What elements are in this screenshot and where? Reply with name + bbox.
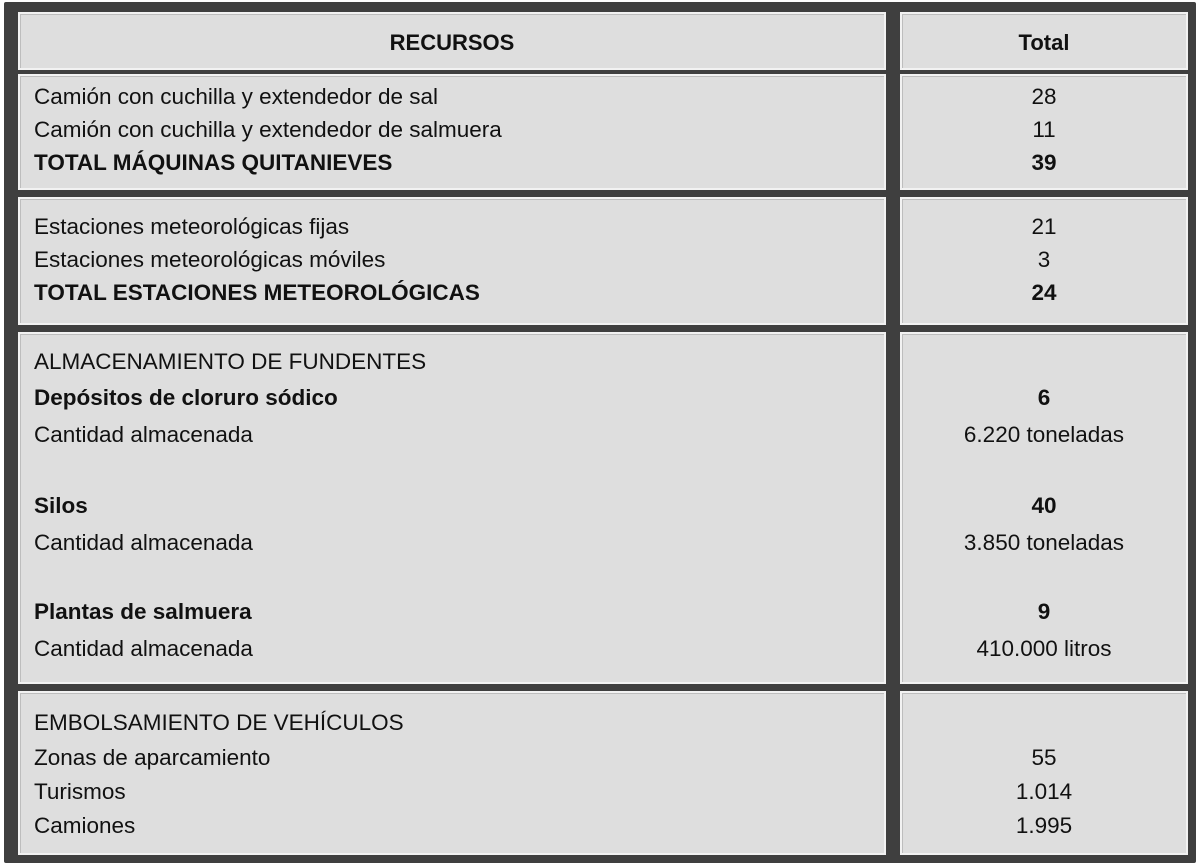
resources-table (4, 2, 1196, 863)
row-label: Camiones (34, 813, 136, 838)
section-plows-labels (18, 74, 886, 190)
row-value: 9 (1037, 599, 1051, 624)
section-stations-labels (18, 197, 886, 325)
section-title: EMBOLSAMIENTO DE VEHÍCULOS (34, 710, 404, 735)
row-value-total: 24 (1031, 280, 1057, 305)
row-label: Turismos (34, 779, 126, 804)
section-storage-labels (18, 332, 886, 684)
row-label: Estaciones meteorológicas fijas (34, 214, 350, 239)
row-label: Depósitos de cloruro sódico (34, 385, 338, 410)
row-label: Plantas de salmuera (34, 599, 252, 624)
section-vehicles-values (900, 691, 1188, 855)
row-label-total: TOTAL MÁQUINAS QUITANIEVES (34, 150, 393, 175)
row-value: 6 (1037, 385, 1051, 410)
row-value: 6.220 toneladas (963, 422, 1125, 447)
row-value: 3.850 toneladas (963, 530, 1125, 555)
section-stations-values (900, 197, 1188, 325)
row-value: 40 (1031, 493, 1057, 518)
section-storage-values (900, 332, 1188, 684)
section-vehicles-labels (18, 691, 886, 855)
row-value: 55 (1031, 745, 1057, 770)
row-label: Silos (34, 493, 88, 518)
row-label: Cantidad almacenada (34, 422, 253, 447)
row-label: Camión con cuchilla y extendedor de sal (34, 84, 438, 109)
section-plows-values (900, 74, 1188, 190)
row-value: 1.995 (1015, 813, 1073, 838)
row-label: Estaciones meteorológicas móviles (34, 247, 386, 272)
row-label: Camión con cuchilla y extendedor de salmuera (34, 117, 502, 142)
row-label: Cantidad almacenada (34, 530, 253, 555)
row-value: 1.014 (1015, 779, 1073, 804)
row-value: 28 (1031, 84, 1057, 109)
header-resources: RECURSOS (18, 12, 886, 70)
row-value: 3 (1037, 247, 1051, 272)
section-title: ALMACENAMIENTO DE FUNDENTES (34, 349, 427, 374)
row-value: 11 (1032, 117, 1056, 142)
row-value-total: 39 (1031, 150, 1057, 175)
row-value: 410.000 litros (976, 636, 1112, 661)
row-label: Cantidad almacenada (34, 636, 253, 661)
row-label-total: TOTAL ESTACIONES METEOROLÓGICAS (34, 280, 480, 305)
row-label: Zonas de aparcamiento (34, 745, 271, 770)
row-value: 21 (1031, 214, 1057, 239)
header-total: Total (900, 12, 1188, 70)
